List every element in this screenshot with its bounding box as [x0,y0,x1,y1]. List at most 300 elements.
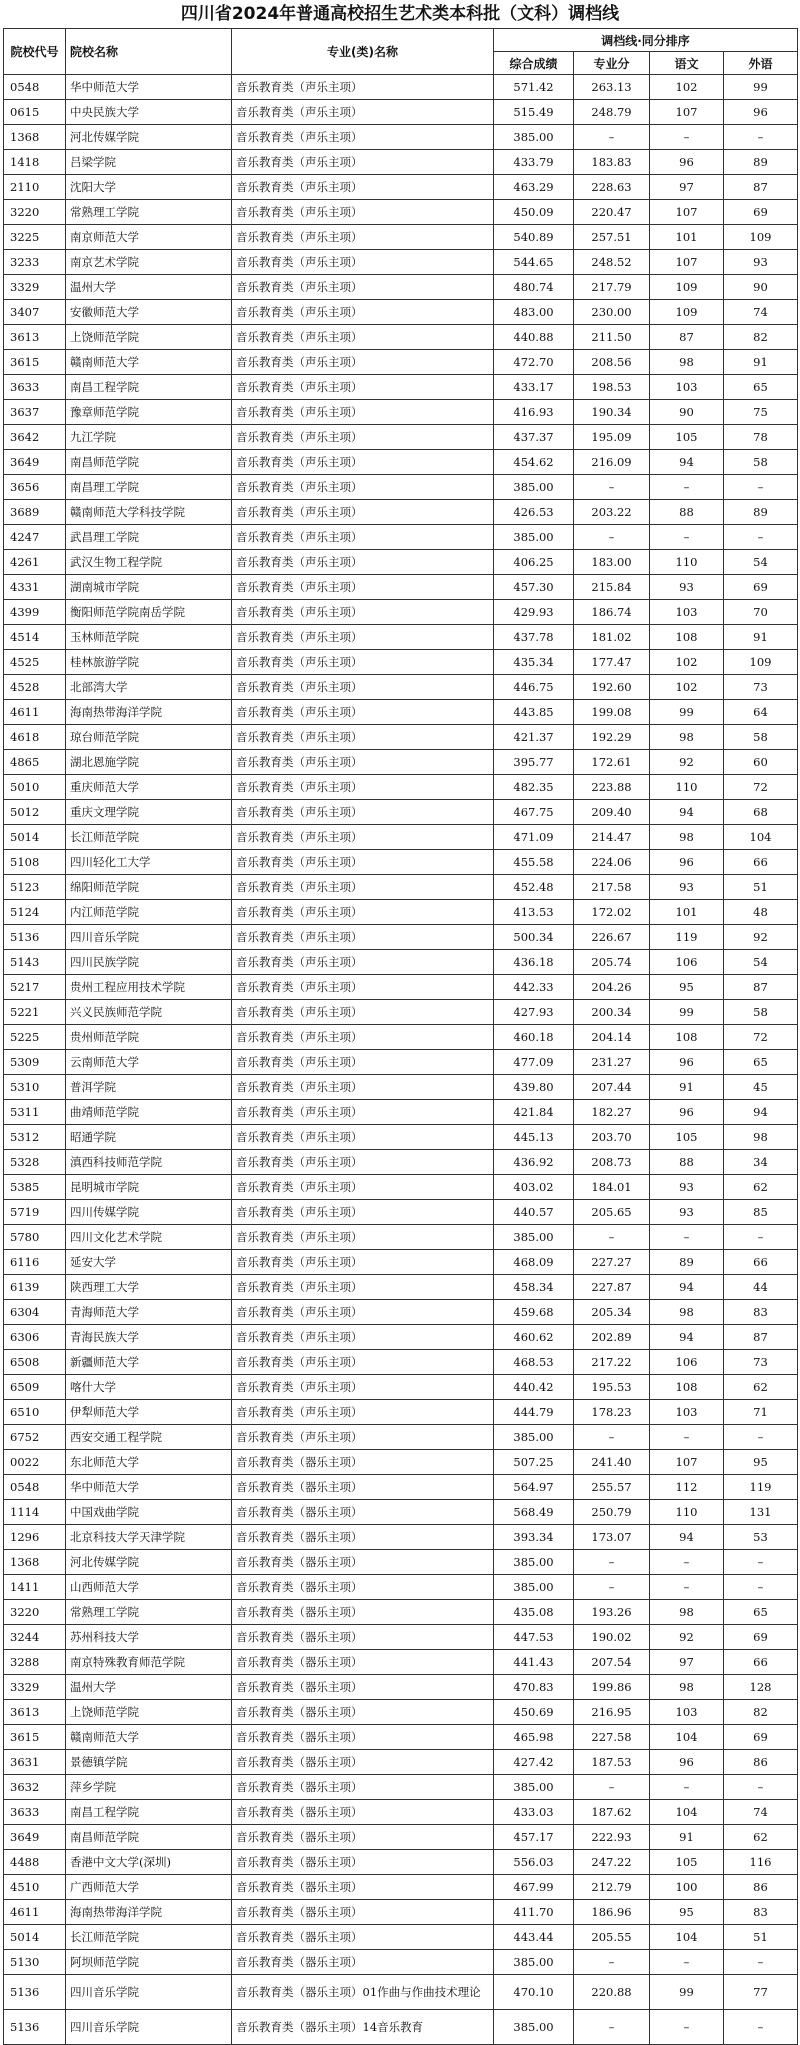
cell-foreign: – [724,2010,798,2045]
cell-total: 436.18 [494,950,574,975]
cell-code: 6116 [4,1250,66,1275]
cell-major: 音乐教育类（器乐主项） [232,1500,494,1525]
cell-major: 音乐教育类（声乐主项） [232,675,494,700]
cell-code: 6510 [4,1400,66,1425]
cell-foreign: 91 [724,625,798,650]
cell-school: 苏州科技大学 [66,1625,232,1650]
cell-chinese: 99 [650,1975,724,2010]
cell-chinese: 98 [650,825,724,850]
cell-code: 5328 [4,1150,66,1175]
cell-prof: – [574,475,650,500]
cell-code: 3225 [4,225,66,250]
cell-major: 音乐教育类（声乐主项） [232,750,494,775]
cell-total: 465.98 [494,1725,574,1750]
cell-prof: 177.47 [574,650,650,675]
cell-prof: 192.60 [574,675,650,700]
cell-school: 昭通学院 [66,1125,232,1150]
cell-foreign: 64 [724,700,798,725]
cell-school: 玉林师范学院 [66,625,232,650]
cell-major: 音乐教育类（器乐主项） [232,1900,494,1925]
cell-school: 赣南师范大学 [66,1725,232,1750]
cell-total: 447.53 [494,1625,574,1650]
cell-foreign: 71 [724,1400,798,1425]
table-row [4,1250,798,1275]
cell-school: 南京特殊教育师范学院 [66,1650,232,1675]
cell-school: 南昌工程学院 [66,375,232,400]
cell-major: 音乐教育类（器乐主项） [232,1575,494,1600]
cell-code: 3615 [4,350,66,375]
cell-school: 长江师范学院 [66,1925,232,1950]
cell-total: 477.09 [494,1050,574,1075]
cell-major: 音乐教育类（声乐主项） [232,1425,494,1450]
cell-chinese: 98 [650,350,724,375]
cell-prof: – [574,1425,650,1450]
cell-chinese: – [650,475,724,500]
cell-chinese: 101 [650,225,724,250]
cell-major: 音乐教育类（声乐主项） [232,975,494,1000]
cell-prof: 181.02 [574,625,650,650]
cell-prof: 227.27 [574,1250,650,1275]
table-row [4,925,798,950]
cell-foreign: – [724,475,798,500]
table-row [4,700,798,725]
table-row [4,1075,798,1100]
cell-chinese: 110 [650,775,724,800]
cell-school: 北部湾大学 [66,675,232,700]
cell-prof: 215.84 [574,575,650,600]
cell-major: 音乐教育类（声乐主项） [232,250,494,275]
cell-school: 上饶师范学院 [66,325,232,350]
cell-chinese: 93 [650,875,724,900]
cell-total: 439.80 [494,1075,574,1100]
cell-foreign: 68 [724,800,798,825]
cell-foreign: 92 [724,925,798,950]
cell-prof: 205.55 [574,1925,650,1950]
cell-foreign: 66 [724,850,798,875]
cell-chinese: 101 [650,900,724,925]
table-row [4,1525,798,1550]
cell-foreign: 74 [724,1800,798,1825]
cell-prof: 217.22 [574,1350,650,1375]
header-total: 综合成绩 [494,52,574,75]
cell-prof: 183.00 [574,550,650,575]
table-row [4,125,798,150]
table-row [4,1625,798,1650]
table-row [4,1725,798,1750]
cell-foreign: 128 [724,1675,798,1700]
cell-prof: 263.13 [574,75,650,100]
cell-chinese: 97 [650,175,724,200]
cell-prof: 199.86 [574,1675,650,1700]
cell-chinese: 96 [650,850,724,875]
cell-school: 绵阳师范学院 [66,875,232,900]
cell-code: 5309 [4,1050,66,1075]
cell-school: 新疆师范大学 [66,1350,232,1375]
cell-major: 音乐教育类（声乐主项） [232,700,494,725]
cell-school: 青海师范大学 [66,1300,232,1325]
cell-total: 385.00 [494,525,574,550]
cell-foreign: 70 [724,600,798,625]
cell-major: 音乐教育类（声乐主项） [232,825,494,850]
cell-school: 贵州师范学院 [66,1025,232,1050]
header-major: 专业(类)名称 [232,29,494,75]
cell-foreign: 69 [724,575,798,600]
cell-major: 音乐教育类（声乐主项） [232,525,494,550]
cell-code: 5108 [4,850,66,875]
cell-foreign: 86 [724,1750,798,1775]
cell-school: 萍乡学院 [66,1775,232,1800]
table-row [4,1600,798,1625]
table-row [4,625,798,650]
table-row [4,1550,798,1575]
cell-prof: 204.14 [574,1025,650,1050]
cell-prof: 207.54 [574,1650,650,1675]
cell-foreign: – [724,1775,798,1800]
cell-total: 440.88 [494,325,574,350]
cell-code: 3656 [4,475,66,500]
cell-code: 5010 [4,775,66,800]
cell-major: 音乐教育类（声乐主项） [232,125,494,150]
cell-prof: 195.53 [574,1375,650,1400]
cell-total: 403.02 [494,1175,574,1200]
cell-chinese: 92 [650,1625,724,1650]
table-row [4,675,798,700]
cell-school: 海南热带海洋学院 [66,1900,232,1925]
cell-chinese: 94 [650,800,724,825]
cell-code: 1418 [4,150,66,175]
cell-code: 5014 [4,1925,66,1950]
table-row [4,900,798,925]
cell-code: 4488 [4,1850,66,1875]
cell-major: 音乐教育类（声乐主项） [232,1350,494,1375]
cell-school: 衡阳师范学院南岳学院 [66,600,232,625]
cell-total: 433.79 [494,150,574,175]
table-row [4,200,798,225]
cell-chinese: 108 [650,1375,724,1400]
cell-school: 四川音乐学院 [66,1975,232,2010]
table-row [4,1900,798,1925]
cell-chinese: 105 [650,1850,724,1875]
cell-chinese: 109 [650,275,724,300]
cell-prof: – [574,525,650,550]
cell-foreign: 90 [724,275,798,300]
cell-school: 贵州工程应用技术学院 [66,975,232,1000]
cell-foreign: 34 [724,1150,798,1175]
cell-total: 413.53 [494,900,574,925]
cell-code: 3649 [4,450,66,475]
table-row [4,950,798,975]
cell-prof: 216.95 [574,1700,650,1725]
cell-prof: 220.88 [574,1975,650,2010]
cell-foreign: 65 [724,1600,798,1625]
cell-total: 467.75 [494,800,574,825]
cell-total: 515.49 [494,100,574,125]
cell-chinese: 107 [650,200,724,225]
cell-major: 音乐教育类（声乐主项） [232,625,494,650]
cell-total: 460.18 [494,1025,574,1050]
cell-code: 4525 [4,650,66,675]
cell-chinese: 91 [650,1825,724,1850]
cell-chinese: – [650,1575,724,1600]
cell-prof: 178.23 [574,1400,650,1425]
cell-chinese: 91 [650,1075,724,1100]
cell-major: 音乐教育类（器乐主项）01作曲与作曲技术理论 [232,1975,494,2010]
cell-foreign: 83 [724,1900,798,1925]
cell-total: 435.08 [494,1600,574,1625]
cell-prof: 224.06 [574,850,650,875]
cell-major: 音乐教育类（器乐主项） [232,1950,494,1975]
cell-total: 450.69 [494,1700,574,1725]
cell-code: 4514 [4,625,66,650]
cell-prof: – [574,1950,650,1975]
header-school: 院校名称 [66,29,232,75]
cell-foreign: 109 [724,650,798,675]
table-row [4,300,798,325]
cell-total: 442.33 [494,975,574,1000]
cell-foreign: 119 [724,1475,798,1500]
cell-code: 4261 [4,550,66,575]
cell-foreign: 62 [724,1175,798,1200]
cell-school: 九江学院 [66,425,232,450]
table-row [4,350,798,375]
cell-code: 4510 [4,1875,66,1900]
cell-code: 5143 [4,950,66,975]
cell-major: 音乐教育类（器乐主项） [232,1525,494,1550]
cell-foreign: – [724,1575,798,1600]
cell-school: 温州大学 [66,275,232,300]
cell-school: 四川轻化工大学 [66,850,232,875]
table-row [4,1000,798,1025]
cell-prof: 207.44 [574,1075,650,1100]
cell-prof: 182.27 [574,1100,650,1125]
cell-school: 喀什大学 [66,1375,232,1400]
cell-school: 吕梁学院 [66,150,232,175]
table-row [4,1425,798,1450]
cell-school: 广西师范大学 [66,1875,232,1900]
table-row [4,1825,798,1850]
cell-major: 音乐教育类（声乐主项） [232,850,494,875]
table-row [4,1925,798,1950]
cell-total: 445.13 [494,1125,574,1150]
table-body [4,75,798,2045]
cell-school: 南京艺术学院 [66,250,232,275]
cell-major: 音乐教育类（声乐主项） [232,800,494,825]
cell-school: 伊犁师范大学 [66,1400,232,1425]
table-row [4,600,798,625]
cell-code: 5014 [4,825,66,850]
cell-school: 西安交通工程学院 [66,1425,232,1450]
cell-prof: 214.47 [574,825,650,850]
table-row [4,1700,798,1725]
table-row [4,1475,798,1500]
table-row [4,1200,798,1225]
cell-major: 音乐教育类（声乐主项） [232,775,494,800]
table-row [4,325,798,350]
table-row [4,1400,798,1425]
cell-total: 441.43 [494,1650,574,1675]
cell-total: 426.53 [494,500,574,525]
table-row [4,1100,798,1125]
cell-major: 音乐教育类（声乐主项） [232,1075,494,1100]
cell-chinese: 90 [650,400,724,425]
cell-major: 音乐教育类（声乐主项） [232,100,494,125]
cell-total: 435.34 [494,650,574,675]
cell-chinese: 103 [650,600,724,625]
cell-major: 音乐教育类（器乐主项） [232,1750,494,1775]
cell-foreign: 75 [724,400,798,425]
cell-foreign: 72 [724,775,798,800]
cell-major: 音乐教育类（器乐主项） [232,1450,494,1475]
cell-chinese: 112 [650,1475,724,1500]
cell-chinese: 88 [650,1150,724,1175]
cell-total: 507.25 [494,1450,574,1475]
cell-prof: 172.02 [574,900,650,925]
table-row [4,1775,798,1800]
cell-total: 468.53 [494,1350,574,1375]
cell-total: 458.34 [494,1275,574,1300]
cell-prof: 217.58 [574,875,650,900]
cell-total: 457.17 [494,1825,574,1850]
cell-major: 音乐教育类（器乐主项） [232,1475,494,1500]
table-row [4,1150,798,1175]
cell-total: 482.35 [494,775,574,800]
cell-prof: 257.51 [574,225,650,250]
cell-code: 4528 [4,675,66,700]
cell-foreign: 69 [724,200,798,225]
cell-foreign: 66 [724,1650,798,1675]
cell-code: 4618 [4,725,66,750]
cell-total: 452.48 [494,875,574,900]
cell-foreign: 58 [724,450,798,475]
cell-chinese: 110 [650,550,724,575]
table-row [4,225,798,250]
cell-total: 450.09 [494,200,574,225]
cell-total: 433.03 [494,1800,574,1825]
cell-prof: 208.73 [574,1150,650,1175]
cell-total: 468.09 [494,1250,574,1275]
table-row [4,850,798,875]
cell-school: 香港中文大学(深圳) [66,1850,232,1875]
table-row [4,525,798,550]
cell-major: 音乐教育类（声乐主项） [232,1375,494,1400]
cell-school: 南昌理工学院 [66,475,232,500]
cell-total: 443.44 [494,1925,574,1950]
table-row [4,1800,798,1825]
cell-chinese: 95 [650,1900,724,1925]
cell-code: 0022 [4,1450,66,1475]
cell-code: 3244 [4,1625,66,1650]
cell-foreign: 99 [724,75,798,100]
cell-chinese: 96 [650,150,724,175]
cell-chinese: 95 [650,975,724,1000]
cell-foreign: 78 [724,425,798,450]
cell-total: 556.03 [494,1850,574,1875]
cell-prof: 216.09 [574,450,650,475]
cell-school: 东北师范大学 [66,1450,232,1475]
cell-total: 436.92 [494,1150,574,1175]
cell-major: 音乐教育类（声乐主项） [232,925,494,950]
cell-major: 音乐教育类（器乐主项） [232,1650,494,1675]
cell-chinese: 105 [650,1125,724,1150]
cell-foreign: 51 [724,1925,798,1950]
cell-foreign: 87 [724,1325,798,1350]
cell-prof: 187.62 [574,1800,650,1825]
cell-foreign: 83 [724,1300,798,1325]
cell-prof: 228.63 [574,175,650,200]
cell-chinese: 89 [650,1250,724,1275]
cell-total: 467.99 [494,1875,574,1900]
cell-foreign: 53 [724,1525,798,1550]
cell-code: 3631 [4,1750,66,1775]
cell-total: 500.34 [494,925,574,950]
cell-code: 4611 [4,1900,66,1925]
cell-chinese: 93 [650,1200,724,1225]
cell-chinese: 103 [650,375,724,400]
cell-chinese: 108 [650,625,724,650]
cell-school: 兴义民族师范学院 [66,1000,232,1025]
cell-total: 411.70 [494,1900,574,1925]
cell-total: 395.77 [494,750,574,775]
cell-school: 中国戏曲学院 [66,1500,232,1525]
cell-chinese: 98 [650,725,724,750]
cell-prof: 204.26 [574,975,650,1000]
cell-school: 河北传媒学院 [66,125,232,150]
cell-code: 6509 [4,1375,66,1400]
table-row [4,175,798,200]
cell-chinese: 109 [650,300,724,325]
cell-prof: 186.96 [574,1900,650,1925]
cell-school: 河北传媒学院 [66,1550,232,1575]
cell-code: 0615 [4,100,66,125]
cell-total: 480.74 [494,275,574,300]
table-row [4,1850,798,1875]
cell-school: 海南热带海洋学院 [66,700,232,725]
table-row [4,975,798,1000]
cell-total: 457.30 [494,575,574,600]
cell-chinese: 98 [650,1300,724,1325]
cell-total: 472.70 [494,350,574,375]
table-row [4,1325,798,1350]
cell-major: 音乐教育类（声乐主项） [232,150,494,175]
cell-foreign: 62 [724,1825,798,1850]
table-row [4,1025,798,1050]
cell-school: 武昌理工学院 [66,525,232,550]
cell-code: 1368 [4,1550,66,1575]
cell-prof: – [574,1575,650,1600]
cell-foreign: 51 [724,875,798,900]
cell-prof: 227.87 [574,1275,650,1300]
cell-code: 3632 [4,1775,66,1800]
cell-major: 音乐教育类（声乐主项） [232,1100,494,1125]
cell-code: 5311 [4,1100,66,1125]
page-title: 四川省2024年普通高校招生艺术类本科批（文科）调档线 [180,4,620,24]
cell-foreign: 109 [724,225,798,250]
cell-major: 音乐教育类（器乐主项） [232,1800,494,1825]
cell-code: 5136 [4,925,66,950]
cell-total: 427.42 [494,1750,574,1775]
cell-foreign: 62 [724,1375,798,1400]
cell-foreign: – [724,1550,798,1575]
cell-prof: 172.61 [574,750,650,775]
table-row [4,800,798,825]
cell-school: 青海民族大学 [66,1325,232,1350]
cell-major: 音乐教育类（器乐主项） [232,1775,494,1800]
cell-school: 四川民族学院 [66,950,232,975]
cell-total: 421.84 [494,1100,574,1125]
cell-school: 华中师范大学 [66,1475,232,1500]
table-row [4,1750,798,1775]
cell-code: 3642 [4,425,66,450]
